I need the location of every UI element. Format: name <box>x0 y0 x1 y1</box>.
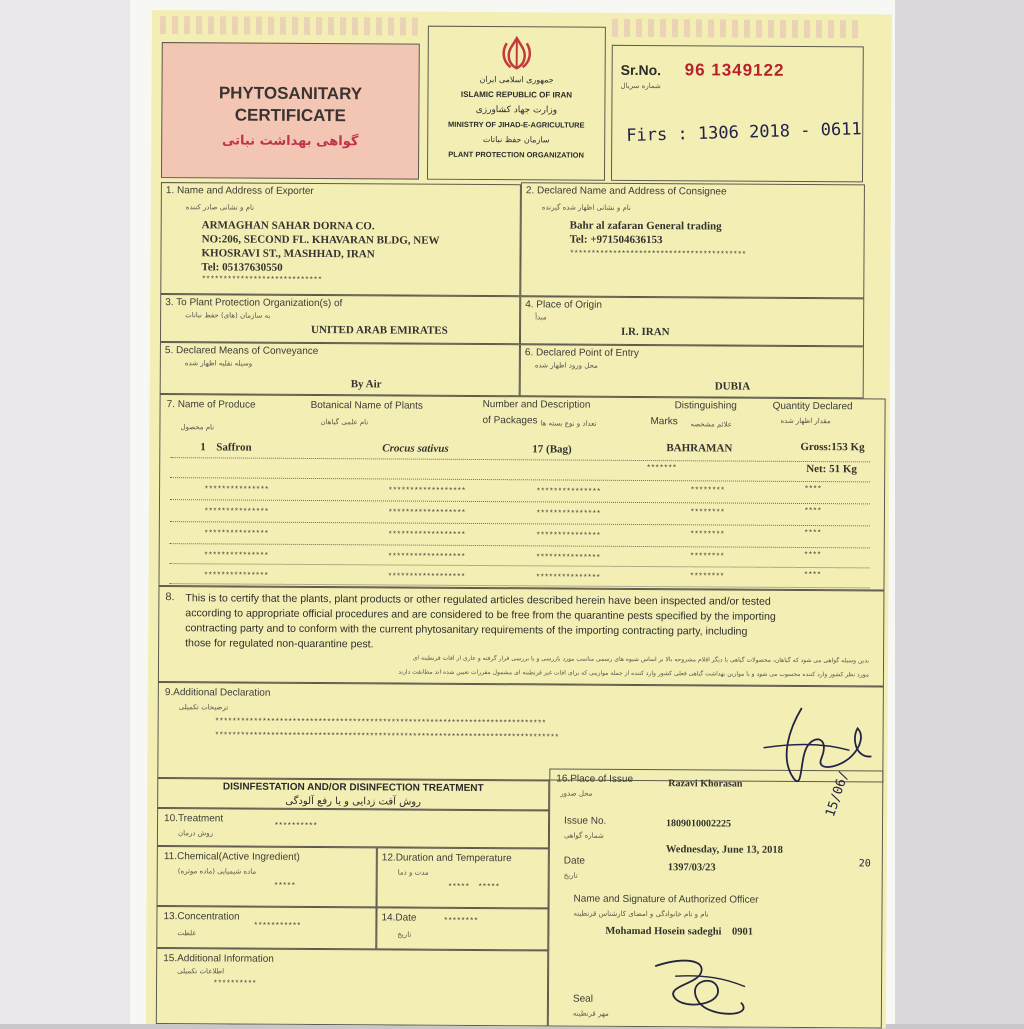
star-botanical: ****************** <box>388 486 465 495</box>
produce-net: Net: 51 Kg <box>806 463 857 475</box>
margin-note-date: 15/06/ <box>823 770 852 819</box>
decorative-border <box>612 19 862 39</box>
produce-gross: Gross:153 Kg <box>800 441 864 453</box>
treatment-title-fa: روش آفت زدایی و یا رفع آلودگی <box>158 795 548 808</box>
star-packages: *************** <box>536 553 601 562</box>
produce-packages: 17 (Bag) <box>532 443 571 455</box>
background-right <box>894 0 1024 1024</box>
conveyance-box <box>160 342 520 396</box>
produce-marks: BAHRAMAN <box>666 442 732 454</box>
produce-name: Saffron <box>216 441 251 453</box>
produce-header-name: 7. Name of Produce <box>167 399 256 411</box>
ministry-en: MINISTRY OF JIHAD-E-AGRICULTURE <box>428 120 604 130</box>
info-label: 15.Additional Information <box>163 953 274 965</box>
produce-header-packages: Number and Description <box>483 399 591 411</box>
officer-label-fa: نام و نام خانوادگی و امضای کارشناس قرنطینه <box>573 910 708 919</box>
additional-stars-2: ******************************************************************************** <box>215 731 559 742</box>
treatment-label-fa: روش درمان <box>178 829 213 837</box>
conveyance-label-fa: وسیله نقلیه اظهار شده <box>185 359 252 367</box>
star-marks: ******** <box>690 486 724 495</box>
produce-header-fa-qty: مقدار اظهار شده <box>780 417 830 425</box>
margin-note-year: 20 <box>859 858 871 869</box>
issue-date-label: Date <box>564 856 585 867</box>
produce-botanical: Crocus sativus <box>382 442 448 454</box>
issue-date-label-fa: تاریخ <box>564 872 578 880</box>
seal-label-fa: مهر قرنطینه <box>573 1010 609 1018</box>
produce-header-marks2: Marks <box>650 416 677 427</box>
org-fa: سازمان حفظ نباتات <box>428 135 604 145</box>
conveyance-value: By Air <box>351 378 382 390</box>
concentration-value: *********** <box>253 922 300 931</box>
info-label-fa: اطلاعات تکمیلی <box>177 967 224 975</box>
duration-label-fa: مدت و دما <box>398 869 429 877</box>
star-marks: ******** <box>690 572 724 581</box>
info-value: ********** <box>213 979 256 988</box>
certify-line: those for regulated non-quarantine pest. <box>185 636 776 655</box>
star-qty: **** <box>804 571 821 580</box>
handwritten-ref: Firs : 1306 2018 - 0611 <box>626 119 862 146</box>
treatment-box <box>157 808 549 848</box>
issue-no-label-fa: شماره گواهی <box>564 832 604 840</box>
origin-label: 4. Place of Origin <box>525 299 602 310</box>
certificate-document <box>146 10 892 1029</box>
ppo-box <box>160 294 520 344</box>
place-label: 16.Place of Issue <box>556 773 633 784</box>
entry-value: DUBIA <box>715 380 751 392</box>
treatment-label: 10.Treatment <box>164 813 223 824</box>
star-marks: ******** <box>690 508 724 517</box>
chemical-label: 11.Chemical(Active Ingredient) <box>164 851 300 863</box>
produce-no: 1 <box>200 441 206 453</box>
treatment-date-label: 14.Date <box>381 912 416 923</box>
ppo-value: UNITED ARAB EMIRATES <box>311 324 448 337</box>
concentration-label: 13.Concentration <box>163 911 239 922</box>
ppo-label-fa: به سازمان (های) حفظ نباتات <box>185 311 270 320</box>
star-packages: *************** <box>536 531 601 540</box>
iran-emblem-icon <box>499 35 535 71</box>
concentration-label-fa: غلظت <box>177 929 196 937</box>
issue-date-value-fa: 1397/03/23 <box>668 862 716 873</box>
entry-box <box>520 344 864 398</box>
treatment-date-label-fa: تاریخ <box>397 931 411 939</box>
star-packages: *************** <box>536 509 601 518</box>
star-botanical: ****************** <box>388 572 465 581</box>
star-name: *************** <box>204 551 269 560</box>
exporter-line1: ARMAGHAN SAHAR DORNA CO. <box>202 219 375 232</box>
certify-fa-line1: بدین وسیله گواهی می شود که گیاهان، محصولات گیاهی یا دیگر اقلام مشروحه بالا بر اساس شیوه های رسمی مناسب مورد بازرسی و یا بررسی قرار گرفته و عاری از آفات قرنطینه ای <box>169 653 869 664</box>
star-name: *************** <box>204 507 269 516</box>
additional-stars-1: ***************************************************************************** <box>215 717 546 728</box>
treatment-title-box <box>157 778 549 810</box>
ppo-label: 3. To Plant Protection Organization(s) of <box>165 297 342 309</box>
title-line1: PHYTOSANITARY <box>162 83 418 105</box>
treatment-date-value: ******** <box>443 917 477 926</box>
star-botanical: ****************** <box>388 552 465 561</box>
serial-box <box>611 45 864 183</box>
officer-value: Mohamad Hosein sadeghi 0901 <box>605 926 753 938</box>
chemical-value: ***** <box>274 882 296 891</box>
issue-no-value: 1809010002225 <box>666 818 731 829</box>
star-qty: **** <box>804 551 821 560</box>
consignee-line1: Bahr al zafaran General trading <box>570 220 722 233</box>
produce-header-qty: Quantity Declared <box>773 401 853 412</box>
country-en: ISLAMIC REPUBLIC OF IRAN <box>428 90 604 100</box>
additional-label: 9.Additional Declaration <box>165 687 271 699</box>
star-qty: **** <box>804 485 821 494</box>
treatment-value: ********** <box>274 822 317 831</box>
chemical-label-fa: ماده شیمیایی (ماده موثره) <box>178 867 256 875</box>
produce-box <box>158 394 885 590</box>
certification-box <box>158 586 885 686</box>
seal-label: Seal <box>573 994 593 1005</box>
title-line2: CERTIFICATE <box>162 105 418 127</box>
exporter-line2: NO:206, SECOND FL. KHAVARAN BLDG, NEW <box>202 233 440 246</box>
conveyance-label: 5. Declared Means of Conveyance <box>165 345 318 357</box>
star-qty: **** <box>804 507 821 516</box>
produce-header-botanical: Botanical Name of Plants <box>311 400 423 412</box>
country-fa: جمهوری اسلامی ایران <box>429 75 605 85</box>
produce-header-packages2: of Packages <box>482 415 537 426</box>
concentration-box <box>156 906 376 949</box>
issue-no-label: Issue No. <box>564 816 606 827</box>
srno-value: 96 1349122 <box>685 60 785 81</box>
org-en: PLANT PROTECTION ORGANIZATION <box>428 150 604 160</box>
origin-box <box>520 296 864 346</box>
star-marks: ******** <box>690 530 724 539</box>
star-packages: *************** <box>536 487 601 496</box>
produce-marks-stars: ******* <box>646 464 676 473</box>
produce-header-fa-botanical: نام علمی گیاهان <box>320 418 368 426</box>
issue-date-value: Wednesday, June 13, 2018 <box>666 844 783 856</box>
produce-header-fa-packages: تعداد و نوع بسته ها <box>540 419 596 427</box>
star-name: *************** <box>204 529 269 538</box>
date-box <box>376 907 548 950</box>
star-botanical: ****************** <box>388 508 465 517</box>
duration-label: 12.Duration and Temperature <box>382 852 512 864</box>
exporter-line4: Tel: 05137630550 <box>201 261 282 273</box>
place-value: Razavi Khorasan <box>668 778 742 789</box>
decorative-border <box>160 16 418 36</box>
entry-label-fa: محل ورود اظهار شده <box>535 361 598 369</box>
officer-signature <box>645 946 785 1027</box>
chemical-box <box>157 846 377 907</box>
star-name: *************** <box>204 571 269 580</box>
produce-header-fa-name: نام محصول <box>180 423 214 431</box>
star-name: *************** <box>204 485 269 494</box>
star-botanical: ****************** <box>388 530 465 539</box>
certify-text <box>185 591 776 655</box>
entry-label: 6. Declared Point of Entry <box>525 347 639 359</box>
star-qty: **** <box>804 529 821 538</box>
additional-info-box <box>156 948 548 1026</box>
certify-fa-line2: مورد نظر کشور وارد کننده محسوب می شود و با موازین بهداشت گیاهی فعلی کشور وارد کننده از جمله موازینی که برای آفات غیر قرنطینه ای مشمول مقررات تعیین شده اند مطابقت دارند <box>169 667 869 678</box>
exporter-label-fa: نام و نشانی صادر کننده <box>186 203 254 211</box>
consignee-label-fa: نام و نشانی اظهار شده گیرنده <box>542 203 631 212</box>
origin-label-fa: مبدأ <box>535 313 547 321</box>
place-label-fa: محل صدور <box>560 790 592 798</box>
certify-line: This is to certify that the plants, plant products or other regulated articles described herein have been inspected and/or tested <box>185 591 776 610</box>
origin-value: I.R. IRAN <box>621 326 670 338</box>
certify-line: contracting party and to conform with the current phytosanitary requirements of the importing contracting party, including <box>185 621 776 640</box>
srno-label: Sr.No. <box>621 62 662 78</box>
consignee-box <box>520 182 865 298</box>
ministry-fa: وزارت جهاد کشاورزی <box>428 105 604 116</box>
additional-label-fa: ترضیحات تکمیلی <box>179 703 229 711</box>
officer-label: Name and Signature of Authorized Officer <box>574 894 759 906</box>
consignee-stars: ***************************************** <box>569 250 745 260</box>
produce-header-marks: Distinguishing <box>675 400 737 411</box>
ministry-box <box>427 26 606 181</box>
title-fa: گواهی بهداشت نباتی <box>162 133 418 150</box>
background-left <box>0 0 140 1024</box>
star-marks: ******** <box>690 552 724 561</box>
duration-value: ***** ***** <box>448 883 500 892</box>
consignee-line2: Tel: +971504636153 <box>570 234 663 247</box>
exporter-label: 1. Name and Address of Exporter <box>166 185 314 197</box>
consignee-label: 2. Declared Name and Address of Consignee <box>526 185 727 197</box>
duration-box <box>377 847 549 908</box>
exporter-stars: **************************** <box>201 275 321 285</box>
certify-number: 8. <box>165 591 174 603</box>
exporter-box <box>160 182 521 296</box>
certify-line: according to appropriate official procedures and are considered to be free from the quarantine pests specified by the importing <box>185 606 776 625</box>
title-box <box>161 42 420 180</box>
treatment-title: DISINFESTATION AND/OR DISINFECTION TREATMENT <box>158 781 548 794</box>
star-packages: *************** <box>536 573 601 582</box>
produce-header-fa-marks: علائم مشخصه <box>690 420 732 428</box>
srno-fa: شماره سریال <box>621 82 661 90</box>
exporter-line3: KHOSRAVI ST., MASHHAD, IRAN <box>201 247 374 260</box>
handwritten-signature <box>759 698 890 809</box>
